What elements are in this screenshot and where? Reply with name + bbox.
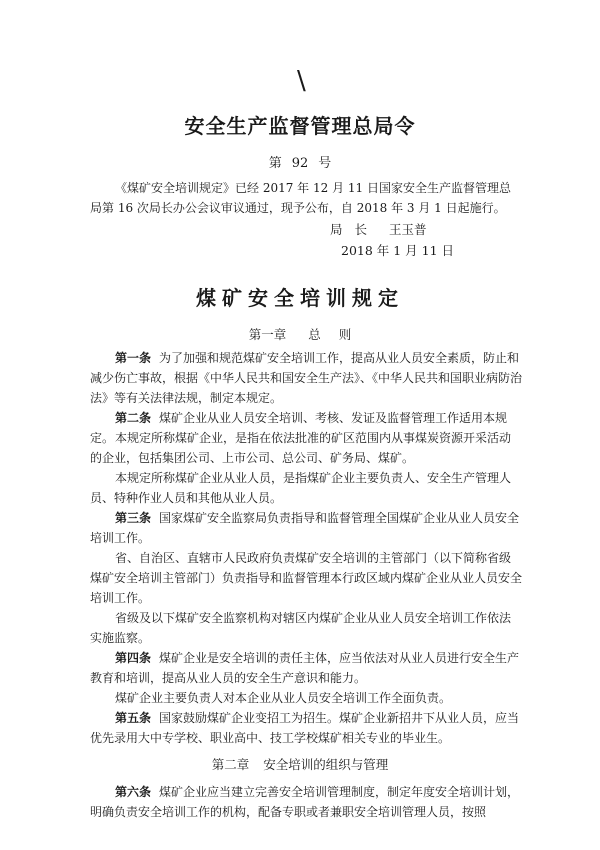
paragraph-text: 本规定所称煤矿企业，是指在依法批准的矿区范围内从事煤炭资源开采活动的企业，包括集团公司、上市公司、总公司、矿务局、煤矿。: [90, 431, 512, 465]
paragraph-text: 煤矿企业从业人员安全培训、考核、发证及监督管理工作适用本规定。: [90, 411, 508, 445]
paragraph-text: 煤矿企业是安全培训的责任主体，应当依法对从业人员进行安全生产教育和培训，提高从业人员的安全生产意识和能力。: [90, 651, 520, 685]
order-number-suffix: 号: [318, 156, 332, 171]
paragraph-employee-definition: [90, 468, 522, 508]
order-number: 92: [291, 156, 309, 171]
backslash-mark: \: [297, 66, 306, 96]
article-label: 第四条: [115, 651, 152, 665]
article-label: 第二条: [115, 411, 152, 425]
order-number-line: [0, 152, 600, 171]
signer-name: 王玉普: [389, 222, 427, 237]
paragraph-principal-responsibility: [90, 688, 522, 708]
paragraph-text: 国家鼓励煤矿企业变招工为招生。煤矿企业新招井下从业人员，应当优先录用大中专学校、职业高中、技工学校煤矿相关专业的毕业生。: [90, 711, 520, 745]
chapter-1-heading: [0, 325, 600, 343]
article-label: 第六条: [115, 785, 152, 799]
signer-line: [330, 220, 427, 238]
preamble-text: 《煤矿安全培训规定》已经 2017 年 12 月 11 日国家安全生产监督管理总局第 16 次局长办公会议审议通过，现予公布，自 2018 年 3 月 1 日起施行。: [90, 181, 511, 215]
paragraph-article-5: [90, 708, 522, 748]
paragraph-coal-enterprise-definition: [90, 428, 522, 468]
paragraph-text: 省级及以下煤矿安全监察机构对辖区内煤矿企业从业人员安全培训工作依法实施监察。: [90, 611, 512, 645]
paragraph-text: 国家煤矿安全监察局负责指导和监督管理全国煤矿企业从业人员安全培训工作。: [90, 511, 520, 545]
paragraph-supervision: [90, 608, 522, 648]
paragraph-text: 省、自治区、直辖市人民政府负责煤矿安全培训的主管部门（以下简称省级煤矿安全培训主管部门）负责指导和监督管理本行政区域内煤矿企业从业人员安全培训工作。: [90, 551, 523, 605]
paragraph-text: 本规定所称煤矿企业从业人员，是指煤矿企业主要负责人、安全生产管理人员、特种作业人员和其他从业人员。: [90, 471, 512, 505]
paragraph-article-1: [90, 348, 522, 408]
signer-role: 局长: [330, 222, 380, 237]
chapter-2-heading: [0, 755, 600, 773]
order-title: 安全生产监督管理总局令: [184, 114, 416, 138]
paragraph-article-3: [90, 508, 522, 548]
signing-date: 2018 年 1 月 11 日: [341, 243, 455, 258]
paragraph-provincial-authority: [90, 548, 522, 608]
article-label: 第三条: [115, 511, 152, 525]
paragraph-text: 煤矿企业主要负责人对本企业从业人员安全培训工作全面负责。: [115, 691, 452, 705]
chapter-1-number: 第一章: [248, 327, 287, 342]
paragraph-article-6: [90, 782, 522, 822]
regulation-title: 煤矿安全培训规定: [196, 286, 404, 310]
chapter-2-name: 安全培训的组织与管理: [263, 757, 389, 772]
paragraph-text: 为了加强和规范煤矿安全培训工作，提高从业人员安全素质，防止和减少伤亡事故，根据《中华人民共和国安全生产法》、《中华人民共和国职业病防治法》等有关法律法规，制定本规定。: [90, 351, 523, 405]
article-label: 第五条: [115, 711, 152, 725]
article-label: 第一条: [115, 351, 152, 365]
chapter-1-name-part1: 总: [308, 327, 321, 342]
paragraph-article-4: [90, 648, 522, 688]
paragraph-text: 煤矿企业应当建立完善安全培训管理制度，制定年度安全培训计划，明确负责安全培训工作的机构，配备专职或者兼职安全培训管理人员，按照: [90, 785, 520, 819]
order-number-prefix: 第: [268, 156, 282, 171]
chapter-1-name-part2: 则: [338, 327, 352, 342]
chapter-2-number: 第二章: [211, 757, 250, 772]
